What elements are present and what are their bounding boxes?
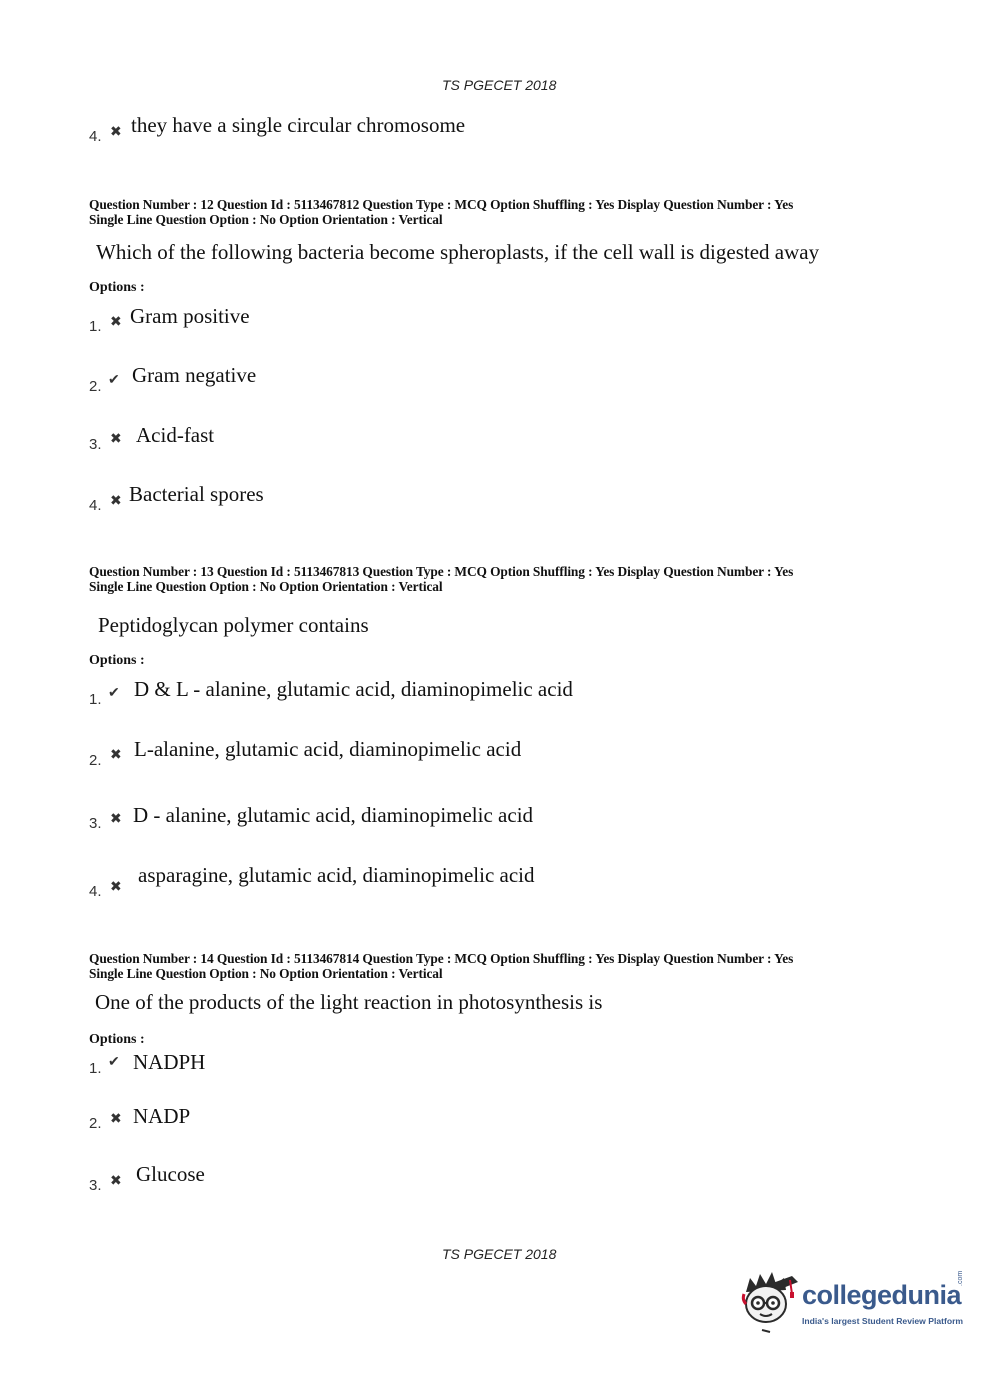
cross-icon: ✖ [110,432,122,447]
option-text: NADP [133,1104,191,1128]
collegedunia-logo[interactable] [740,1270,970,1336]
question-text: Which of the following bacteria become spheroplasts, if the cell wall is digested away [96,240,820,264]
cross-icon: ✖ [110,748,122,763]
question-text: One of the products of the light reaction in photosynthesis is [95,990,603,1014]
option-number: 3. [89,1177,102,1194]
options-label: Options : [89,280,145,295]
option-number: 1. [89,318,102,335]
cross-icon: ✖ [110,812,122,827]
cross-icon: ✖ [110,1112,122,1127]
cross-icon: ✖ [110,494,122,509]
page-footer: TS PGECET 2018 [442,1246,557,1262]
cross-icon: ✖ [110,125,122,140]
logo-tld: .com [957,1270,964,1286]
option-text: Glucose [136,1162,205,1186]
option-text: Bacterial spores [129,482,264,506]
cross-icon: ✖ [110,1174,122,1189]
option-text: Gram positive [130,304,250,328]
question-text: Peptidoglycan polymer contains [98,613,369,637]
check-icon: ✔ [108,1055,120,1070]
option-text: asparagine, glutamic acid, diaminopimelic acid [138,863,535,887]
options-label: Options : [89,1032,145,1047]
option-text: Acid-fast [136,423,215,447]
option-text: D & L - alanine, glutamic acid, diaminopimelic acid [134,677,573,701]
check-icon: ✔ [108,373,120,388]
option-text: they have a single circular chromosome [131,113,466,137]
option-number: 2. [89,752,102,769]
option-number: 3. [89,436,102,453]
check-icon: ✔ [108,686,120,701]
question-meta: Question Number : 13 Question Id : 5113467813 Question Type : MCQ Option Shuffling : Yes Display Question Number : Yes Single Line Question Option : No Option Orientation : Vertical [89,564,794,594]
option-number: 4. [89,883,102,900]
cross-icon: ✖ [110,880,122,895]
options-label: Options : [89,653,145,668]
option-number: 4. [89,497,102,514]
question-meta: Question Number : 14 Question Id : 5113467814 Question Type : MCQ Option Shuffling : Yes Display Question Number : Yes Single Line Question Option : No Option Orientation : Vertical [89,951,794,981]
question-meta: Question Number : 12 Question Id : 5113467812 Question Type : MCQ Option Shuffling : Yes Display Question Number : Yes Single Line Question Option : No Option Orientation : Vertical [89,197,794,227]
option-text: L-alanine, glutamic acid, diaminopimelic acid [134,737,522,761]
cross-icon: ✖ [110,315,122,330]
option-number: 1. [89,1060,102,1077]
page-header: TS PGECET 2018 [442,77,557,93]
option-text: D - alanine, glutamic acid, diaminopimelic acid [133,803,534,827]
option-number: 1. [89,691,102,708]
option-number: 4. [89,128,102,145]
option-number: 3. [89,815,102,832]
option-text: Gram negative [132,363,257,387]
option-number: 2. [89,378,102,395]
option-text: NADPH [133,1050,206,1074]
logo-tagline: India's largest Student Review Platform [802,1316,964,1326]
mascot-icon [740,1270,800,1336]
logo-brand: collegedunia [802,1280,962,1310]
option-number: 2. [89,1115,102,1132]
